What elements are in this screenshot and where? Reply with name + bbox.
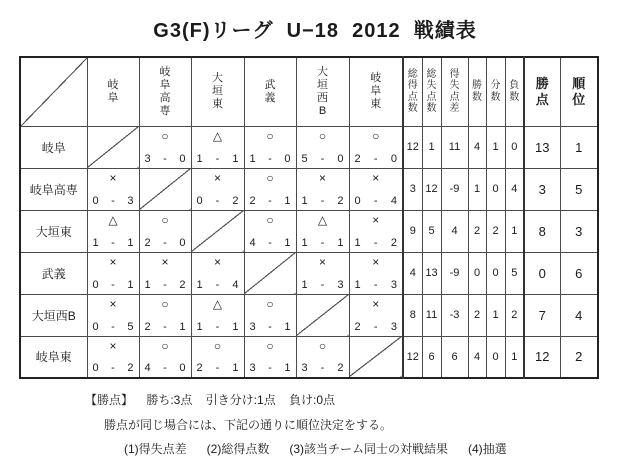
match-cell — [349, 294, 403, 336]
col-header-stat — [441, 57, 468, 126]
self-match-cell — [191, 210, 244, 252]
match-cell — [191, 126, 244, 168]
stat-cell: 9 — [403, 210, 422, 252]
stat-cell: 1 — [486, 126, 505, 168]
result-symbol: ○ — [161, 128, 169, 143]
match-score: 3 - 2 — [301, 362, 344, 374]
points-cell: 13 — [524, 126, 560, 168]
match-score: 1 - 3 — [354, 278, 397, 291]
col-header-team — [349, 57, 403, 126]
match-cell — [139, 252, 191, 294]
match-cell — [87, 252, 139, 294]
col-header-rank — [560, 57, 598, 126]
rank-cell: 3 — [560, 210, 598, 252]
rank-cell: 4 — [560, 294, 598, 336]
result-symbol: ○ — [318, 338, 327, 353]
match-cell — [139, 336, 191, 378]
match-cell — [87, 168, 139, 210]
self-match-cell — [139, 168, 191, 210]
col-header-label: 総失点数 — [426, 68, 437, 115]
stat-cell: 1 — [505, 336, 524, 378]
stat-cell: 1 — [422, 126, 441, 168]
match-score: 0 - 3 — [92, 194, 134, 207]
col-header-label: 岐阜 — [107, 78, 119, 104]
match-score: 4 - 0 — [144, 362, 186, 374]
result-symbol: ○ — [266, 212, 274, 227]
points-cell: 12 — [524, 336, 560, 378]
result-symbol: × — [109, 254, 117, 269]
match-cell — [191, 168, 244, 210]
col-header-stat — [468, 57, 486, 126]
stat-cell: 2 — [468, 294, 486, 336]
standings-table — [19, 56, 599, 379]
self-match-cell — [296, 294, 349, 336]
stat-cell: 4 — [468, 126, 486, 168]
table-row — [20, 210, 598, 252]
match-cell — [191, 294, 244, 336]
stat-cell: 1 — [486, 294, 505, 336]
self-match-cell — [244, 252, 296, 294]
row-team-name: 岐阜 — [20, 126, 87, 168]
match-score: 2 - 0 — [144, 236, 186, 249]
result-symbol: ○ — [266, 170, 274, 185]
match-cell — [191, 336, 244, 378]
stat-cell: 0 — [505, 126, 524, 168]
match-cell — [296, 126, 349, 168]
col-header-points — [524, 57, 560, 126]
match-score: 2 - 1 — [249, 194, 291, 207]
match-score: 1 - 1 — [196, 320, 239, 333]
match-cell — [296, 252, 349, 294]
row-team-name: 岐阜東 — [20, 336, 87, 378]
match-score: 1 - 1 — [92, 236, 134, 249]
rank-cell: 2 — [560, 336, 598, 378]
match-score: 3 - 1 — [249, 320, 291, 333]
result-symbol: × — [318, 170, 326, 185]
match-score: 0 - 4 — [354, 194, 397, 207]
match-score: 1 - 2 — [144, 278, 186, 291]
match-cell — [87, 336, 139, 378]
result-symbol: △ — [212, 128, 223, 143]
match-cell — [244, 168, 296, 210]
col-header-label: 順位 — [572, 75, 586, 107]
match-score: 1 - 2 — [354, 236, 397, 249]
stat-cell: 11 — [441, 126, 468, 168]
stat-cell: 1 — [505, 210, 524, 252]
match-score: 2 - 0 — [354, 152, 397, 165]
col-header-team — [139, 57, 191, 126]
stat-cell: 3 — [403, 168, 422, 210]
stat-cell: 2 — [468, 210, 486, 252]
match-score: 0 - 1 — [92, 278, 134, 291]
stat-cell: 11 — [422, 294, 441, 336]
result-symbol: × — [318, 254, 326, 269]
page-title: G3(F)リーグ U−18 2012 戦績表 — [153, 20, 477, 42]
points-cell: 0 — [524, 252, 560, 294]
match-cell — [244, 336, 296, 378]
match-score: 1 - 0 — [249, 152, 291, 165]
col-header-team — [87, 57, 139, 126]
match-score: 3 - 1 — [249, 362, 291, 374]
result-symbol: × — [109, 296, 117, 311]
row-team-name: 武義 — [20, 252, 87, 294]
result-symbol: × — [213, 254, 221, 269]
match-cell — [349, 126, 403, 168]
stat-cell: 4 — [505, 168, 524, 210]
stat-cell: 6 — [422, 336, 441, 378]
match-cell — [139, 210, 191, 252]
match-score: 1 - 4 — [196, 278, 239, 291]
result-symbol: ○ — [266, 296, 274, 311]
result-symbol: ○ — [372, 128, 380, 143]
col-header-team — [296, 57, 349, 126]
col-header-label: 勝点 — [535, 75, 549, 107]
row-team-name: 岐阜高専 — [20, 168, 87, 210]
match-score: 1 - 2 — [301, 194, 344, 207]
points-rule-note: 【勝点】 勝ち:3点 引き分け:1点 負け:0点 — [85, 393, 336, 407]
match-cell — [244, 126, 296, 168]
match-cell — [296, 210, 349, 252]
match-score: 5 - 0 — [301, 152, 344, 165]
result-symbol: △ — [317, 212, 328, 227]
result-symbol: ○ — [318, 128, 327, 143]
stat-cell: 13 — [422, 252, 441, 294]
col-header-label: 岐阜東 — [370, 72, 382, 111]
table-row — [20, 126, 598, 168]
col-header-stat — [505, 57, 524, 126]
result-symbol: × — [372, 170, 380, 185]
stat-cell: 6 — [441, 336, 468, 378]
stat-cell: -3 — [441, 294, 468, 336]
corner-cell — [20, 57, 87, 126]
col-header-label: 総得点数 — [407, 68, 418, 115]
rank-cell: 1 — [560, 126, 598, 168]
result-symbol: × — [109, 338, 117, 353]
col-header-team — [191, 57, 244, 126]
stat-cell: 12 — [422, 168, 441, 210]
result-symbol: ○ — [161, 212, 169, 227]
table-row — [20, 336, 598, 378]
col-header-stat — [486, 57, 505, 126]
match-cell — [349, 252, 403, 294]
match-score: 4 - 1 — [249, 236, 291, 249]
stat-cell: 5 — [505, 252, 524, 294]
stat-cell: -9 — [441, 252, 468, 294]
match-score: 3 - 0 — [144, 152, 186, 165]
result-symbol: × — [372, 212, 380, 227]
points-cell: 3 — [524, 168, 560, 210]
result-symbol: ○ — [161, 296, 169, 311]
match-cell — [191, 252, 244, 294]
match-score: 1 - 1 — [301, 236, 344, 249]
match-cell — [139, 294, 191, 336]
stat-cell: 8 — [403, 294, 422, 336]
stat-cell: 0 — [486, 336, 505, 378]
stat-cell: 1 — [468, 168, 486, 210]
col-header-stat — [403, 57, 422, 126]
result-symbol: ○ — [266, 128, 274, 143]
table-row — [20, 252, 598, 294]
match-cell — [349, 168, 403, 210]
stat-cell: 5 — [422, 210, 441, 252]
stat-cell: 4 — [403, 252, 422, 294]
col-header-label: 勝数 — [472, 80, 482, 103]
self-match-cell — [349, 336, 403, 378]
match-score: 2 - 1 — [196, 362, 239, 374]
stat-cell: 12 — [403, 126, 422, 168]
match-score: 0 - 5 — [92, 320, 134, 333]
col-header-label: 大垣東 — [211, 72, 223, 111]
col-header-label: 分数 — [490, 80, 501, 103]
result-symbol: ○ — [266, 338, 274, 353]
match-cell — [296, 168, 349, 210]
result-symbol: ○ — [213, 338, 222, 353]
col-header-team — [244, 57, 296, 126]
col-header-label: 武義 — [264, 78, 276, 104]
match-cell — [139, 126, 191, 168]
self-match-cell — [87, 126, 139, 168]
result-symbol: × — [213, 170, 221, 185]
header-row — [20, 57, 598, 126]
stat-cell: 4 — [468, 336, 486, 378]
stat-cell: 2 — [505, 294, 524, 336]
match-score: 2 - 1 — [144, 320, 186, 333]
match-score: 0 - 2 — [92, 362, 134, 374]
stat-cell: 2 — [486, 210, 505, 252]
match-score: 1 - 1 — [196, 152, 239, 165]
row-team-name: 大垣西B — [20, 294, 87, 336]
stat-cell: 0 — [468, 252, 486, 294]
stat-cell: 4 — [441, 210, 468, 252]
match-cell — [244, 210, 296, 252]
tiebreak-intro-note: 勝点が同じ場合には、下記の通りに順位決定をする。 — [104, 418, 393, 432]
match-score: 2 - 3 — [354, 320, 397, 333]
stat-cell: 0 — [486, 252, 505, 294]
match-cell — [87, 210, 139, 252]
match-cell — [87, 294, 139, 336]
result-symbol: △ — [108, 212, 118, 227]
table-row — [20, 168, 598, 210]
match-cell — [349, 210, 403, 252]
table-row — [20, 294, 598, 336]
match-cell — [296, 336, 349, 378]
col-header-stat — [422, 57, 441, 126]
stat-cell: 0 — [486, 168, 505, 210]
rank-cell: 5 — [560, 168, 598, 210]
result-symbol: × — [161, 254, 169, 269]
result-symbol: × — [372, 296, 380, 311]
points-cell: 7 — [524, 294, 560, 336]
col-header-label: 大垣西B — [316, 65, 328, 117]
match-cell — [244, 294, 296, 336]
result-symbol: × — [109, 170, 117, 185]
match-score: 1 - 3 — [301, 278, 344, 291]
result-symbol: ○ — [161, 338, 169, 353]
col-header-label: 岐阜高専 — [159, 65, 171, 117]
stat-cell: 12 — [403, 336, 422, 378]
result-symbol: × — [372, 254, 380, 269]
result-symbol: △ — [212, 296, 223, 311]
col-header-label: 得失点差 — [449, 68, 460, 115]
points-cell: 8 — [524, 210, 560, 252]
col-header-label: 負数 — [509, 80, 520, 103]
tiebreak-criteria-note: (1)得失点差 (2)総得点数 (3)該当チーム同士の対戦結果 (4)抽選 — [124, 442, 507, 456]
rank-cell: 6 — [560, 252, 598, 294]
match-score: 0 - 2 — [196, 194, 239, 207]
stat-cell: -9 — [441, 168, 468, 210]
row-team-name: 大垣東 — [20, 210, 87, 252]
